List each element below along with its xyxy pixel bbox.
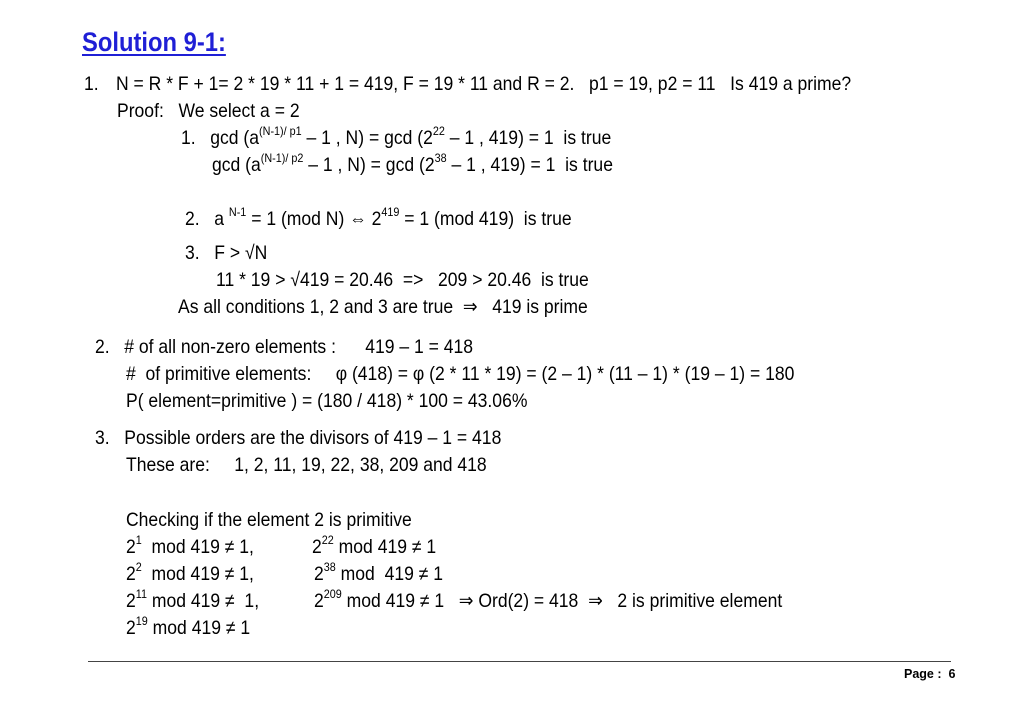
s3-row-3-left: $2^{11}$ mod 419 ≠ 1, bbox=[126, 586, 260, 612]
s1-statement: N = R * F + 1= 2 * 19 * 11 + 1 = 419, F = 19 * 11 and R = 2. p1 = 19, p2 = 11 Is 419 a prime? bbox=[116, 73, 852, 95]
s3-line-a: 3. Possible orders are the divisors of 419 – 1 = 418 bbox=[95, 427, 502, 449]
s3-row-2-left: $2^2$ mod 419 ≠ 1, bbox=[126, 559, 254, 585]
s1-number: 1. bbox=[84, 73, 99, 95]
s3-row-4-left: $2^{19}$ mod 419 ≠ 1 bbox=[126, 613, 251, 639]
s1-cond3-detail: 11 * 19 > √419 = 20.46 => 209 > 20.46 is true bbox=[216, 269, 589, 291]
s3-row-1-left: $2^1$ mod 419 ≠ 1, bbox=[126, 532, 254, 558]
footer-divider bbox=[88, 661, 951, 662]
s3-row-1-right: $2^{22}$ mod 419 ≠ 1 bbox=[312, 532, 437, 558]
s1-proof: Proof: We select a = 2 bbox=[117, 100, 300, 122]
s1-cond1b: $\gcd (a^{(N-1)/ p2} - 1$ , $N) = \gcd (2^{38} - 1$ , 419) = 1 is true bbox=[212, 150, 613, 176]
page-label: Page : bbox=[904, 667, 942, 681]
page-number: 6 bbox=[948, 667, 956, 681]
s3-check: Checking if the element 2 is primitive bbox=[126, 509, 412, 531]
s3-row-3-right: $2^{209}$ mod 419 ≠ 1 ⇒ Ord(2) = 418 ⇒ 2 is primitive element bbox=[314, 586, 783, 612]
s2-line-c: P( element=primitive ) = (180 / 418) * 100 = 43.06% bbox=[126, 390, 528, 412]
s1-cond2: 2. a $^{N-1}$ = 1 (mod N) ⇔ $2^{419} = 1$ (mod 419) is true bbox=[185, 204, 572, 230]
s3-row-2-right: $2^{38}$ mod 419 ≠ 1 bbox=[314, 559, 443, 585]
s2-line-a: 2. # of all non-zero elements : 419 – 1 = 418 bbox=[95, 336, 474, 358]
page-indicator bbox=[904, 667, 955, 681]
s2-line-b: # of primitive elements: φ (418) = φ (2 * 11 * 19) = (2 – 1) * (11 – 1) * (19 – 1) = 180 bbox=[126, 363, 795, 385]
s1-cond3: 3. F > √N bbox=[185, 242, 268, 264]
s1-conclusion: As all conditions 1, 2 and 3 are true ⇒ 419 is prime bbox=[178, 296, 588, 318]
s1-cond1a: 1. $\gcd (a^{(N-1)/ p1} - 1$ , $N) = \gcd (2^{22} - 1$ , 419) = 1 is true bbox=[181, 123, 612, 149]
s3-line-b: These are: 1, 2, 11, 19, 22, 38, 209 and 418 bbox=[126, 454, 487, 476]
slide-title: Solution 9-1: bbox=[82, 27, 226, 57]
